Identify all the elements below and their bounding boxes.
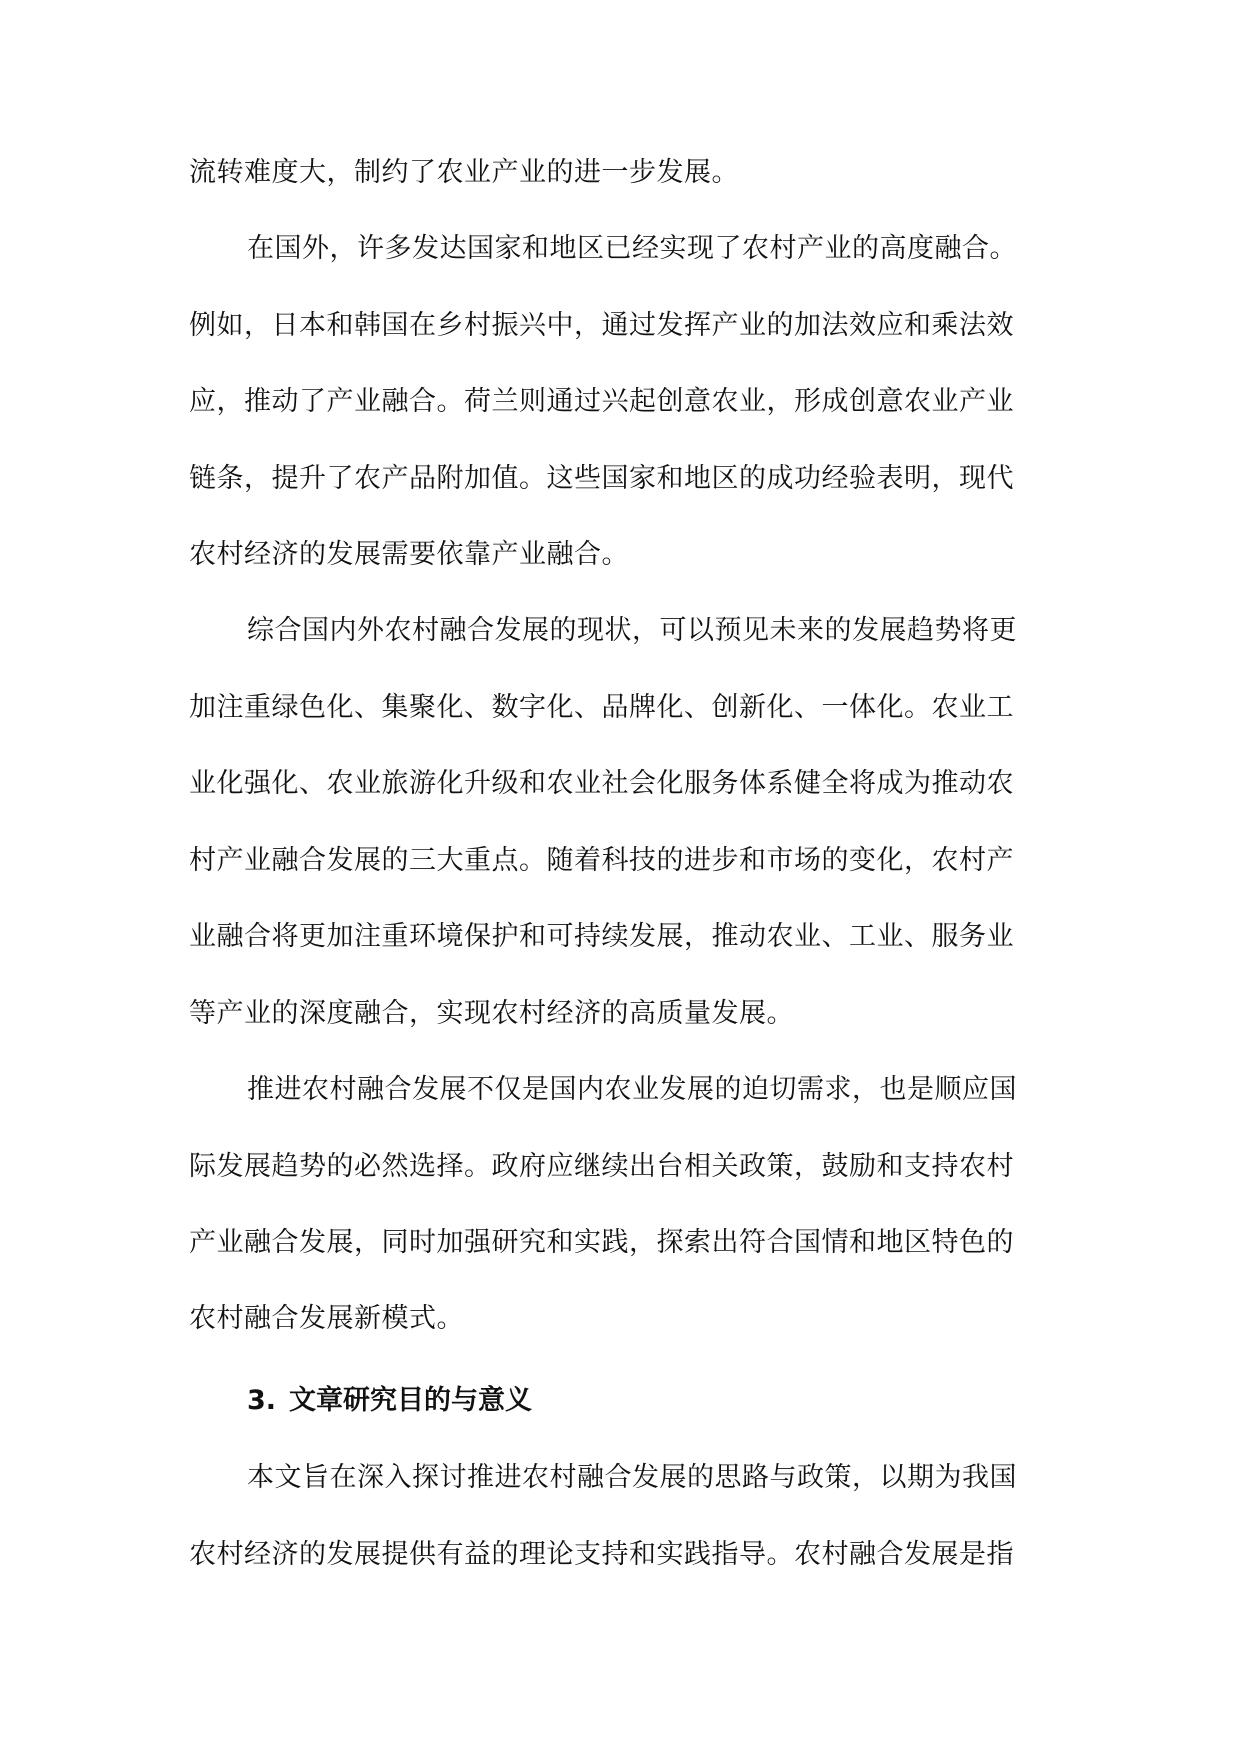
paragraph-line: 等产业的深度融合，实现农村经济的高质量发展。	[189, 998, 794, 1029]
paragraph-line: 农村经济的发展提供有益的理论支持和实践指导。农村融合发展是指	[189, 1539, 1014, 1570]
paragraph-line: 村产业融合发展的三大重点。随着科技的进步和市场的变化，农村产	[189, 845, 1014, 876]
paragraph-line: 本文旨在深入探讨推进农村融合发展的思路与政策，以期为我国	[247, 1462, 1017, 1493]
paragraph-line: 际发展趋势的必然选择。政府应继续出台相关政策，鼓励和支持农村	[189, 1151, 1014, 1182]
paragraph-line: 业化强化、农业旅游化升级和农业社会化服务体系健全将成为推动农	[189, 768, 1014, 799]
paragraph-line: 综合国内外农村融合发展的现状，可以预见未来的发展趋势将更	[247, 615, 1017, 646]
paragraph-line: 业融合将更加注重环境保护和可持续发展，推动农业、工业、服务业	[189, 921, 1014, 952]
paragraph-line: 加注重绿色化、集聚化、数字化、品牌化、创新化、一体化。农业工	[189, 692, 1014, 723]
paragraph-line: 在国外，许多发达国家和地区已经实现了农村产业的高度融合。	[247, 233, 1017, 264]
paragraph-line: 流转难度大，制约了农业产业的进一步发展。	[189, 157, 739, 188]
paragraph-line: 链条，提升了农产品附加值。这些国家和地区的成功经验表明，现代	[189, 463, 1014, 494]
section-number: 3.	[247, 1385, 277, 1416]
section-heading	[247, 1381, 532, 1421]
paragraph-line: 例如，日本和韩国在乡村振兴中，通过发挥产业的加法效应和乘法效	[189, 310, 1014, 341]
paragraph-line: 农村融合发展新模式。	[189, 1303, 464, 1334]
paragraph-line: 应，推动了产业融合。荷兰则通过兴起创意农业，形成创意农业产业	[189, 386, 1014, 417]
section-title: 文章研究目的与意义	[289, 1385, 532, 1416]
paragraph-line: 农村经济的发展需要依靠产业融合。	[189, 539, 629, 570]
paragraph-line: 产业融合发展，同时加强研究和实践，探索出符合国情和地区特色的	[189, 1227, 1014, 1258]
paragraph-line: 推进农村融合发展不仅是国内农业发展的迫切需求，也是顺应国	[247, 1074, 1017, 1105]
